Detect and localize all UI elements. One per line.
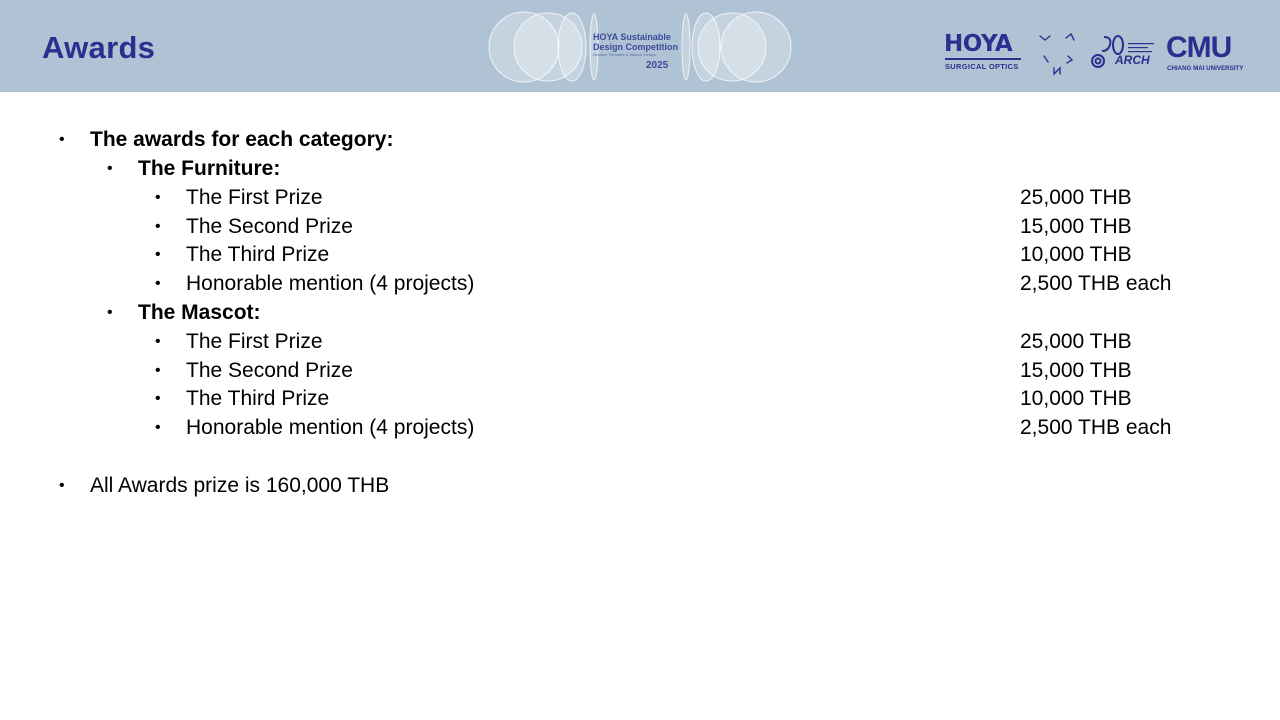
bullet: • xyxy=(155,419,161,436)
prize-amount: 10,000 THB xyxy=(1020,243,1132,266)
bullet: • xyxy=(155,390,161,407)
bullet: • xyxy=(59,131,65,148)
bullet: • xyxy=(107,160,113,177)
category-furniture: The Furniture: xyxy=(138,157,281,180)
category-mascot: The Mascot: xyxy=(138,301,261,324)
cmu-logo-sub: CHIANG MAI UNIVERSITY xyxy=(1167,65,1244,72)
awards-total: All Awards prize is 160,000 THB xyxy=(90,474,390,497)
competition-year: 2025 xyxy=(646,60,669,71)
bullet: • xyxy=(155,189,161,206)
prize-amount: 2,500 THB each xyxy=(1020,416,1172,439)
prize-label: The First Prize xyxy=(186,330,323,353)
prize-amount: 15,000 THB xyxy=(1020,215,1132,238)
prize-amount: 2,500 THB each xyxy=(1020,272,1172,295)
bullet: • xyxy=(155,246,161,263)
prize-amount: 25,000 THB xyxy=(1020,186,1132,209)
arch-logo-word: ARCH xyxy=(1115,53,1150,67)
prize-label: Honorable mention (4 projects) xyxy=(186,272,475,295)
prize-label: The Third Prize xyxy=(186,243,330,266)
hoya-logo-word: HOYA xyxy=(944,31,1013,57)
competition-line2: Design Competition xyxy=(593,41,678,52)
prize-amount: 15,000 THB xyxy=(1020,359,1132,382)
prize-label: The First Prize xyxy=(186,186,323,209)
bullet: • xyxy=(155,218,161,235)
page-title: Awards xyxy=(42,30,156,65)
bullet: • xyxy=(107,304,113,321)
hoya-logo-sub: SURGICAL OPTICS xyxy=(945,62,1019,71)
bullet: • xyxy=(155,275,161,292)
competition-subline: Outdoor Furniture & Mascot Design xyxy=(593,52,656,57)
prize-amount: 25,000 THB xyxy=(1020,330,1132,353)
prize-label: The Second Prize xyxy=(186,215,353,238)
prize-label: Honorable mention (4 projects) xyxy=(186,416,475,439)
prize-label: The Second Prize xyxy=(186,359,353,382)
prize-label: The Third Prize xyxy=(186,387,330,410)
competition-line1: HOYA Sustainable xyxy=(593,32,671,42)
bullet: • xyxy=(155,362,161,379)
cmu-logo-word: CMU xyxy=(1166,31,1232,64)
bullet: • xyxy=(155,333,161,350)
prize-amount: 10,000 THB xyxy=(1020,387,1132,410)
bullet: • xyxy=(59,477,65,494)
awards-intro: The awards for each category: xyxy=(90,128,394,151)
